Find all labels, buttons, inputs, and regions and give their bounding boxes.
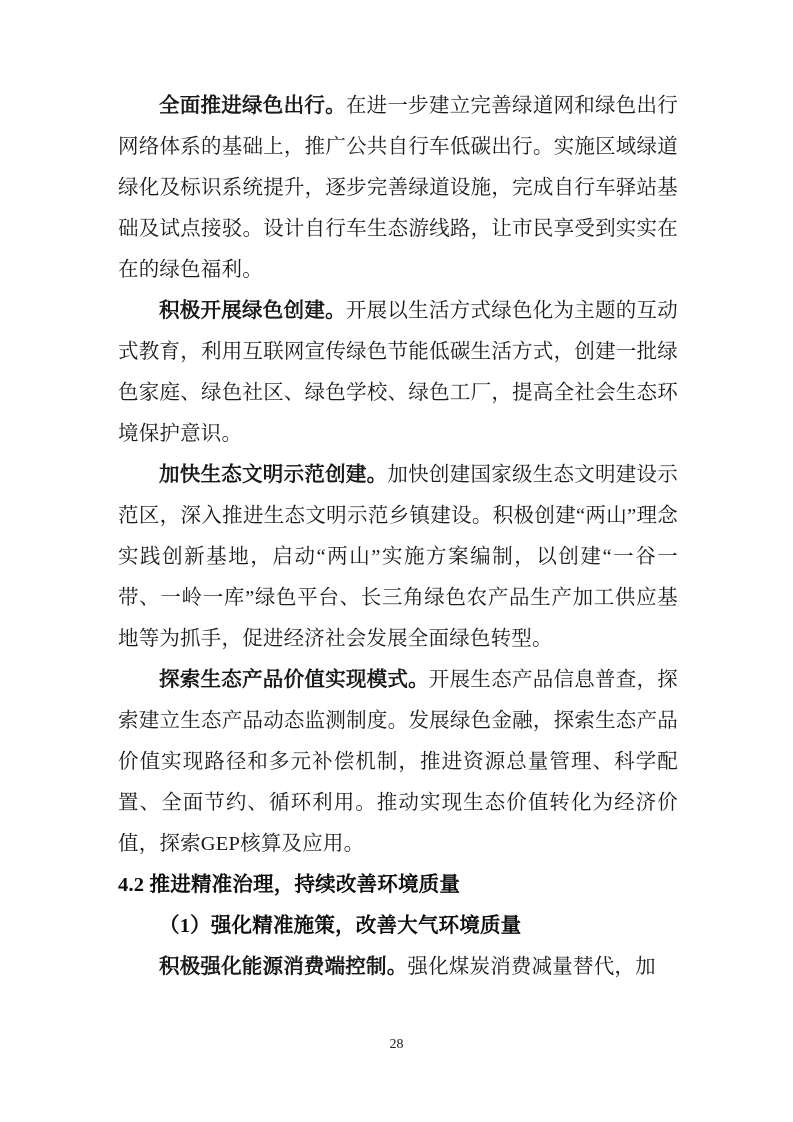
paragraph-lead: 积极强化能源消费端控制。 — [159, 956, 408, 978]
paragraph-body: 强化煤炭消费减量替代，加 — [407, 956, 656, 978]
paragraph-body: 开展生态产品信息普查，探索建立生态产品动态监测制度。发展绿色金融，探索生态产品价值实现路径和多元补偿机制，推进资源总量管理、科学配置、全面节约、循环利用。推动实现生态价值转化为经济价值，探索GEP核算及应用。 — [118, 669, 678, 855]
paragraph-lead: 加快生态文明示范创建。 — [159, 464, 388, 486]
paragraph-body: 在进一步建立完善绿道网和绿色出行网络体系的基础上，推广公共自行车低碳出行。实施区域绿道绿化及标识系统提升，逐步完善绿道设施，完成自行车驿站基础及试点接驳。设计自行车生态游线路，让市民享受到实实在在的绿色福利。 — [118, 95, 678, 281]
paragraph-lead: 探索生态产品价值实现模式。 — [159, 669, 429, 691]
paragraph-green-travel — [118, 86, 678, 291]
paragraph-green-creation — [118, 291, 678, 455]
paragraph-eco-product-value — [118, 660, 678, 865]
page-number: 28 — [389, 1037, 404, 1052]
page-content — [118, 86, 678, 988]
paragraph-eco-demonstration — [118, 455, 678, 660]
paragraph-energy-control — [118, 947, 678, 988]
paragraph-body: 开展以生活方式绿色化为主题的互动式教育，利用互联网宣传绿色节能低碳生活方式，创建一批绿色家庭、绿色社区、绿色学校、绿色工厂，提高全社会生态环境保护意识。 — [118, 300, 678, 445]
paragraph-lead: 积极开展绿色创建。 — [159, 300, 346, 322]
subsection-heading-1: （1）强化精准施策，改善大气环境质量 — [159, 915, 522, 937]
section-heading-4-2: 4.2 推进精准治理，持续改善环境质量 — [118, 874, 461, 896]
paragraph-lead: 全面推进绿色出行。 — [159, 95, 346, 117]
paragraph-body: 加快创建国家级生态文明建设示范区，深入推进生态文明示范乡镇建设。积极创建“两山”理念实践创新基地，启动“两山”实施方案编制，以创建“一谷一带、一岭一库”绿色平台、长三角绿色农产品生产加工供应基地等为抓手，促进经济社会发展全面绿色转型。 — [118, 464, 678, 650]
